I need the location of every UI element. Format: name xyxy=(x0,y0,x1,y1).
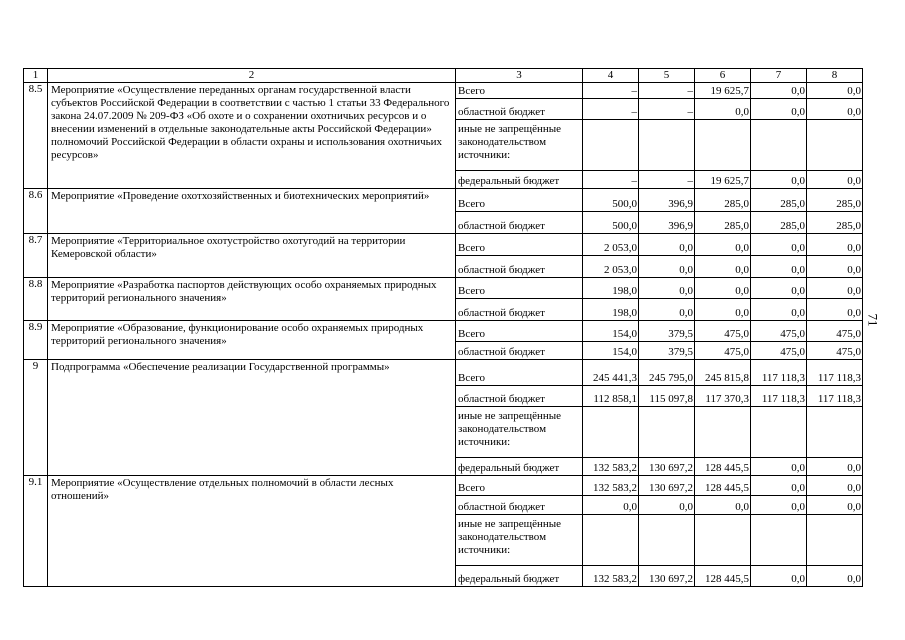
amount-cell: 379,5 xyxy=(639,342,695,360)
amount-cell: 198,0 xyxy=(583,278,639,299)
amount-cell xyxy=(807,407,863,458)
amount-cell: 130 697,2 xyxy=(639,458,695,476)
table-body xyxy=(24,83,863,587)
amount-cell: 117 118,3 xyxy=(751,360,807,386)
amount-cell: 0,0 xyxy=(807,299,863,321)
column-header: 5 xyxy=(639,69,695,83)
column-header: 1 xyxy=(24,69,48,83)
amount-cell: 132 583,2 xyxy=(583,458,639,476)
row-index: 8.8 xyxy=(24,278,48,321)
funding-source: Всего xyxy=(456,189,583,212)
funding-source: областной бюджет xyxy=(456,342,583,360)
amount-cell: 0,0 xyxy=(751,278,807,299)
funding-source: областной бюджет xyxy=(456,386,583,407)
amount-cell xyxy=(751,120,807,171)
amount-cell: 117 118,3 xyxy=(807,386,863,407)
amount-cell: 112 858,1 xyxy=(583,386,639,407)
amount-cell xyxy=(639,120,695,171)
amount-cell: 0,0 xyxy=(751,458,807,476)
amount-cell xyxy=(639,407,695,458)
amount-cell: 245 815,8 xyxy=(695,360,751,386)
amount-cell: 117 118,3 xyxy=(807,360,863,386)
funding-source: Всего xyxy=(456,234,583,256)
amount-cell: 0,0 xyxy=(751,496,807,515)
table-row xyxy=(24,476,863,496)
amount-cell: 0,0 xyxy=(807,83,863,99)
row-index: 8.6 xyxy=(24,189,48,234)
amount-cell: 0,0 xyxy=(639,299,695,321)
page-number: 71 xyxy=(865,313,881,327)
funding-source: областной бюджет xyxy=(456,299,583,321)
table-row xyxy=(24,321,863,342)
header-row xyxy=(24,69,863,83)
amount-cell: 396,9 xyxy=(639,189,695,212)
funding-source: федеральный бюджет xyxy=(456,566,583,587)
funding-source: областной бюджет xyxy=(456,99,583,120)
amount-cell xyxy=(807,120,863,171)
amount-cell: 0,0 xyxy=(807,476,863,496)
amount-cell: 0,0 xyxy=(751,99,807,120)
amount-cell: 2 053,0 xyxy=(583,256,639,278)
amount-cell: 475,0 xyxy=(807,321,863,342)
amount-cell: 19 625,7 xyxy=(695,171,751,189)
row-description: Мероприятие «Территориальное охотустройство охотугодий на территории Кемеровской области» xyxy=(48,234,456,278)
row-description: Мероприятие «Разработка паспортов действующих особо охраняемых природных территорий регионального значения» xyxy=(48,278,456,321)
amount-cell: 154,0 xyxy=(583,342,639,360)
amount-cell: – xyxy=(583,171,639,189)
amount-cell: 128 445,5 xyxy=(695,458,751,476)
funding-source: Всего xyxy=(456,321,583,342)
amount-cell: 154,0 xyxy=(583,321,639,342)
table-row xyxy=(24,360,863,386)
column-header: 8 xyxy=(807,69,863,83)
amount-cell: 0,0 xyxy=(639,234,695,256)
amount-cell: 117 118,3 xyxy=(751,386,807,407)
amount-cell xyxy=(695,120,751,171)
amount-cell: 0,0 xyxy=(695,234,751,256)
amount-cell: 0,0 xyxy=(751,234,807,256)
amount-cell: 0,0 xyxy=(807,458,863,476)
row-index: 9.1 xyxy=(24,476,48,587)
amount-cell: 132 583,2 xyxy=(583,566,639,587)
amount-cell xyxy=(751,407,807,458)
funding-source: Всего xyxy=(456,476,583,496)
amount-cell: 475,0 xyxy=(695,342,751,360)
amount-cell: 475,0 xyxy=(751,342,807,360)
funding-source: областной бюджет xyxy=(456,496,583,515)
amount-cell: 2 053,0 xyxy=(583,234,639,256)
row-index: 8.5 xyxy=(24,83,48,189)
amount-cell: 379,5 xyxy=(639,321,695,342)
amount-cell: 0,0 xyxy=(639,496,695,515)
amount-cell: 475,0 xyxy=(807,342,863,360)
amount-cell: 130 697,2 xyxy=(639,476,695,496)
amount-cell xyxy=(583,120,639,171)
amount-cell xyxy=(583,515,639,566)
amount-cell: 0,0 xyxy=(807,234,863,256)
amount-cell: 285,0 xyxy=(751,212,807,234)
table-row xyxy=(24,83,863,99)
amount-cell: 0,0 xyxy=(807,566,863,587)
amount-cell xyxy=(695,407,751,458)
amount-cell: 0,0 xyxy=(695,256,751,278)
row-description: Мероприятие «Проведение охотхозяйственных и биотехнических мероприятий» xyxy=(48,189,456,234)
column-header: 7 xyxy=(751,69,807,83)
budget-table xyxy=(23,68,863,587)
amount-cell: – xyxy=(639,83,695,99)
amount-cell: 0,0 xyxy=(639,278,695,299)
amount-cell: 0,0 xyxy=(751,171,807,189)
amount-cell: 0,0 xyxy=(751,566,807,587)
amount-cell: 285,0 xyxy=(807,212,863,234)
funding-source: Всего xyxy=(456,360,583,386)
amount-cell: 128 445,5 xyxy=(695,476,751,496)
row-description: Мероприятие «Осуществление переданных органам государственной власти субъектов Российской Федерации в соответствии с частью 1 статьи 33 Федерального закона 24.07.2009 № 209-ФЗ «Об охоте и о сохранении охотничьих ресурсов и о внесении изменений в отдельные законодательные акты Российской Федерации» полномочий Российской Федерации в области охраны и использования охотничьих ресурсов» xyxy=(48,83,456,189)
funding-source: иные не запрещённые законодательством источники: xyxy=(456,515,583,566)
funding-source: областной бюджет xyxy=(456,212,583,234)
table-row xyxy=(24,234,863,256)
amount-cell: 19 625,7 xyxy=(695,83,751,99)
funding-source: Всего xyxy=(456,83,583,99)
amount-cell: 500,0 xyxy=(583,189,639,212)
amount-cell: 0,0 xyxy=(583,496,639,515)
column-header: 2 xyxy=(48,69,456,83)
amount-cell: 130 697,2 xyxy=(639,566,695,587)
amount-cell: 0,0 xyxy=(695,278,751,299)
amount-cell: 396,9 xyxy=(639,212,695,234)
amount-cell xyxy=(695,515,751,566)
amount-cell: 0,0 xyxy=(751,83,807,99)
row-index: 8.9 xyxy=(24,321,48,360)
amount-cell: – xyxy=(639,171,695,189)
row-description: Мероприятие «Образование, функционирование особо охраняемых природных территорий регионального значения» xyxy=(48,321,456,360)
column-header: 4 xyxy=(583,69,639,83)
amount-cell: 0,0 xyxy=(807,278,863,299)
row-description: Мероприятие «Осуществление отдельных полномочий в области лесных отношений» xyxy=(48,476,456,587)
row-description: Подпрограмма «Обеспечение реализации Государственной программы» xyxy=(48,360,456,476)
amount-cell: 245 795,0 xyxy=(639,360,695,386)
amount-cell xyxy=(807,515,863,566)
column-header: 6 xyxy=(695,69,751,83)
column-header: 3 xyxy=(456,69,583,83)
funding-source: иные не запрещённые законодательством источники: xyxy=(456,120,583,171)
amount-cell: 0,0 xyxy=(695,299,751,321)
amount-cell: 285,0 xyxy=(695,212,751,234)
amount-cell: 475,0 xyxy=(695,321,751,342)
funding-source: Всего xyxy=(456,278,583,299)
funding-source: иные не запрещённые законодательством источники: xyxy=(456,407,583,458)
amount-cell: 128 445,5 xyxy=(695,566,751,587)
amount-cell: 475,0 xyxy=(751,321,807,342)
funding-source: федеральный бюджет xyxy=(456,171,583,189)
amount-cell: 285,0 xyxy=(695,189,751,212)
amount-cell: – xyxy=(583,99,639,120)
amount-cell: 245 441,3 xyxy=(583,360,639,386)
row-index: 9 xyxy=(24,360,48,476)
amount-cell: 0,0 xyxy=(751,476,807,496)
amount-cell: 132 583,2 xyxy=(583,476,639,496)
funding-source: областной бюджет xyxy=(456,256,583,278)
amount-cell: 0,0 xyxy=(807,171,863,189)
amount-cell: 198,0 xyxy=(583,299,639,321)
amount-cell: 115 097,8 xyxy=(639,386,695,407)
amount-cell: – xyxy=(639,99,695,120)
amount-cell: – xyxy=(583,83,639,99)
amount-cell: 117 370,3 xyxy=(695,386,751,407)
amount-cell xyxy=(639,515,695,566)
amount-cell: 500,0 xyxy=(583,212,639,234)
amount-cell: 0,0 xyxy=(807,256,863,278)
amount-cell: 0,0 xyxy=(807,99,863,120)
amount-cell: 0,0 xyxy=(751,299,807,321)
amount-cell: 285,0 xyxy=(807,189,863,212)
amount-cell xyxy=(751,515,807,566)
table-row xyxy=(24,278,863,299)
amount-cell: 285,0 xyxy=(751,189,807,212)
amount-cell: 0,0 xyxy=(751,256,807,278)
amount-cell xyxy=(583,407,639,458)
amount-cell: 0,0 xyxy=(639,256,695,278)
funding-source: федеральный бюджет xyxy=(456,458,583,476)
row-index: 8.7 xyxy=(24,234,48,278)
table-row xyxy=(24,189,863,212)
amount-cell: 0,0 xyxy=(695,496,751,515)
amount-cell: 0,0 xyxy=(695,99,751,120)
amount-cell: 0,0 xyxy=(807,496,863,515)
